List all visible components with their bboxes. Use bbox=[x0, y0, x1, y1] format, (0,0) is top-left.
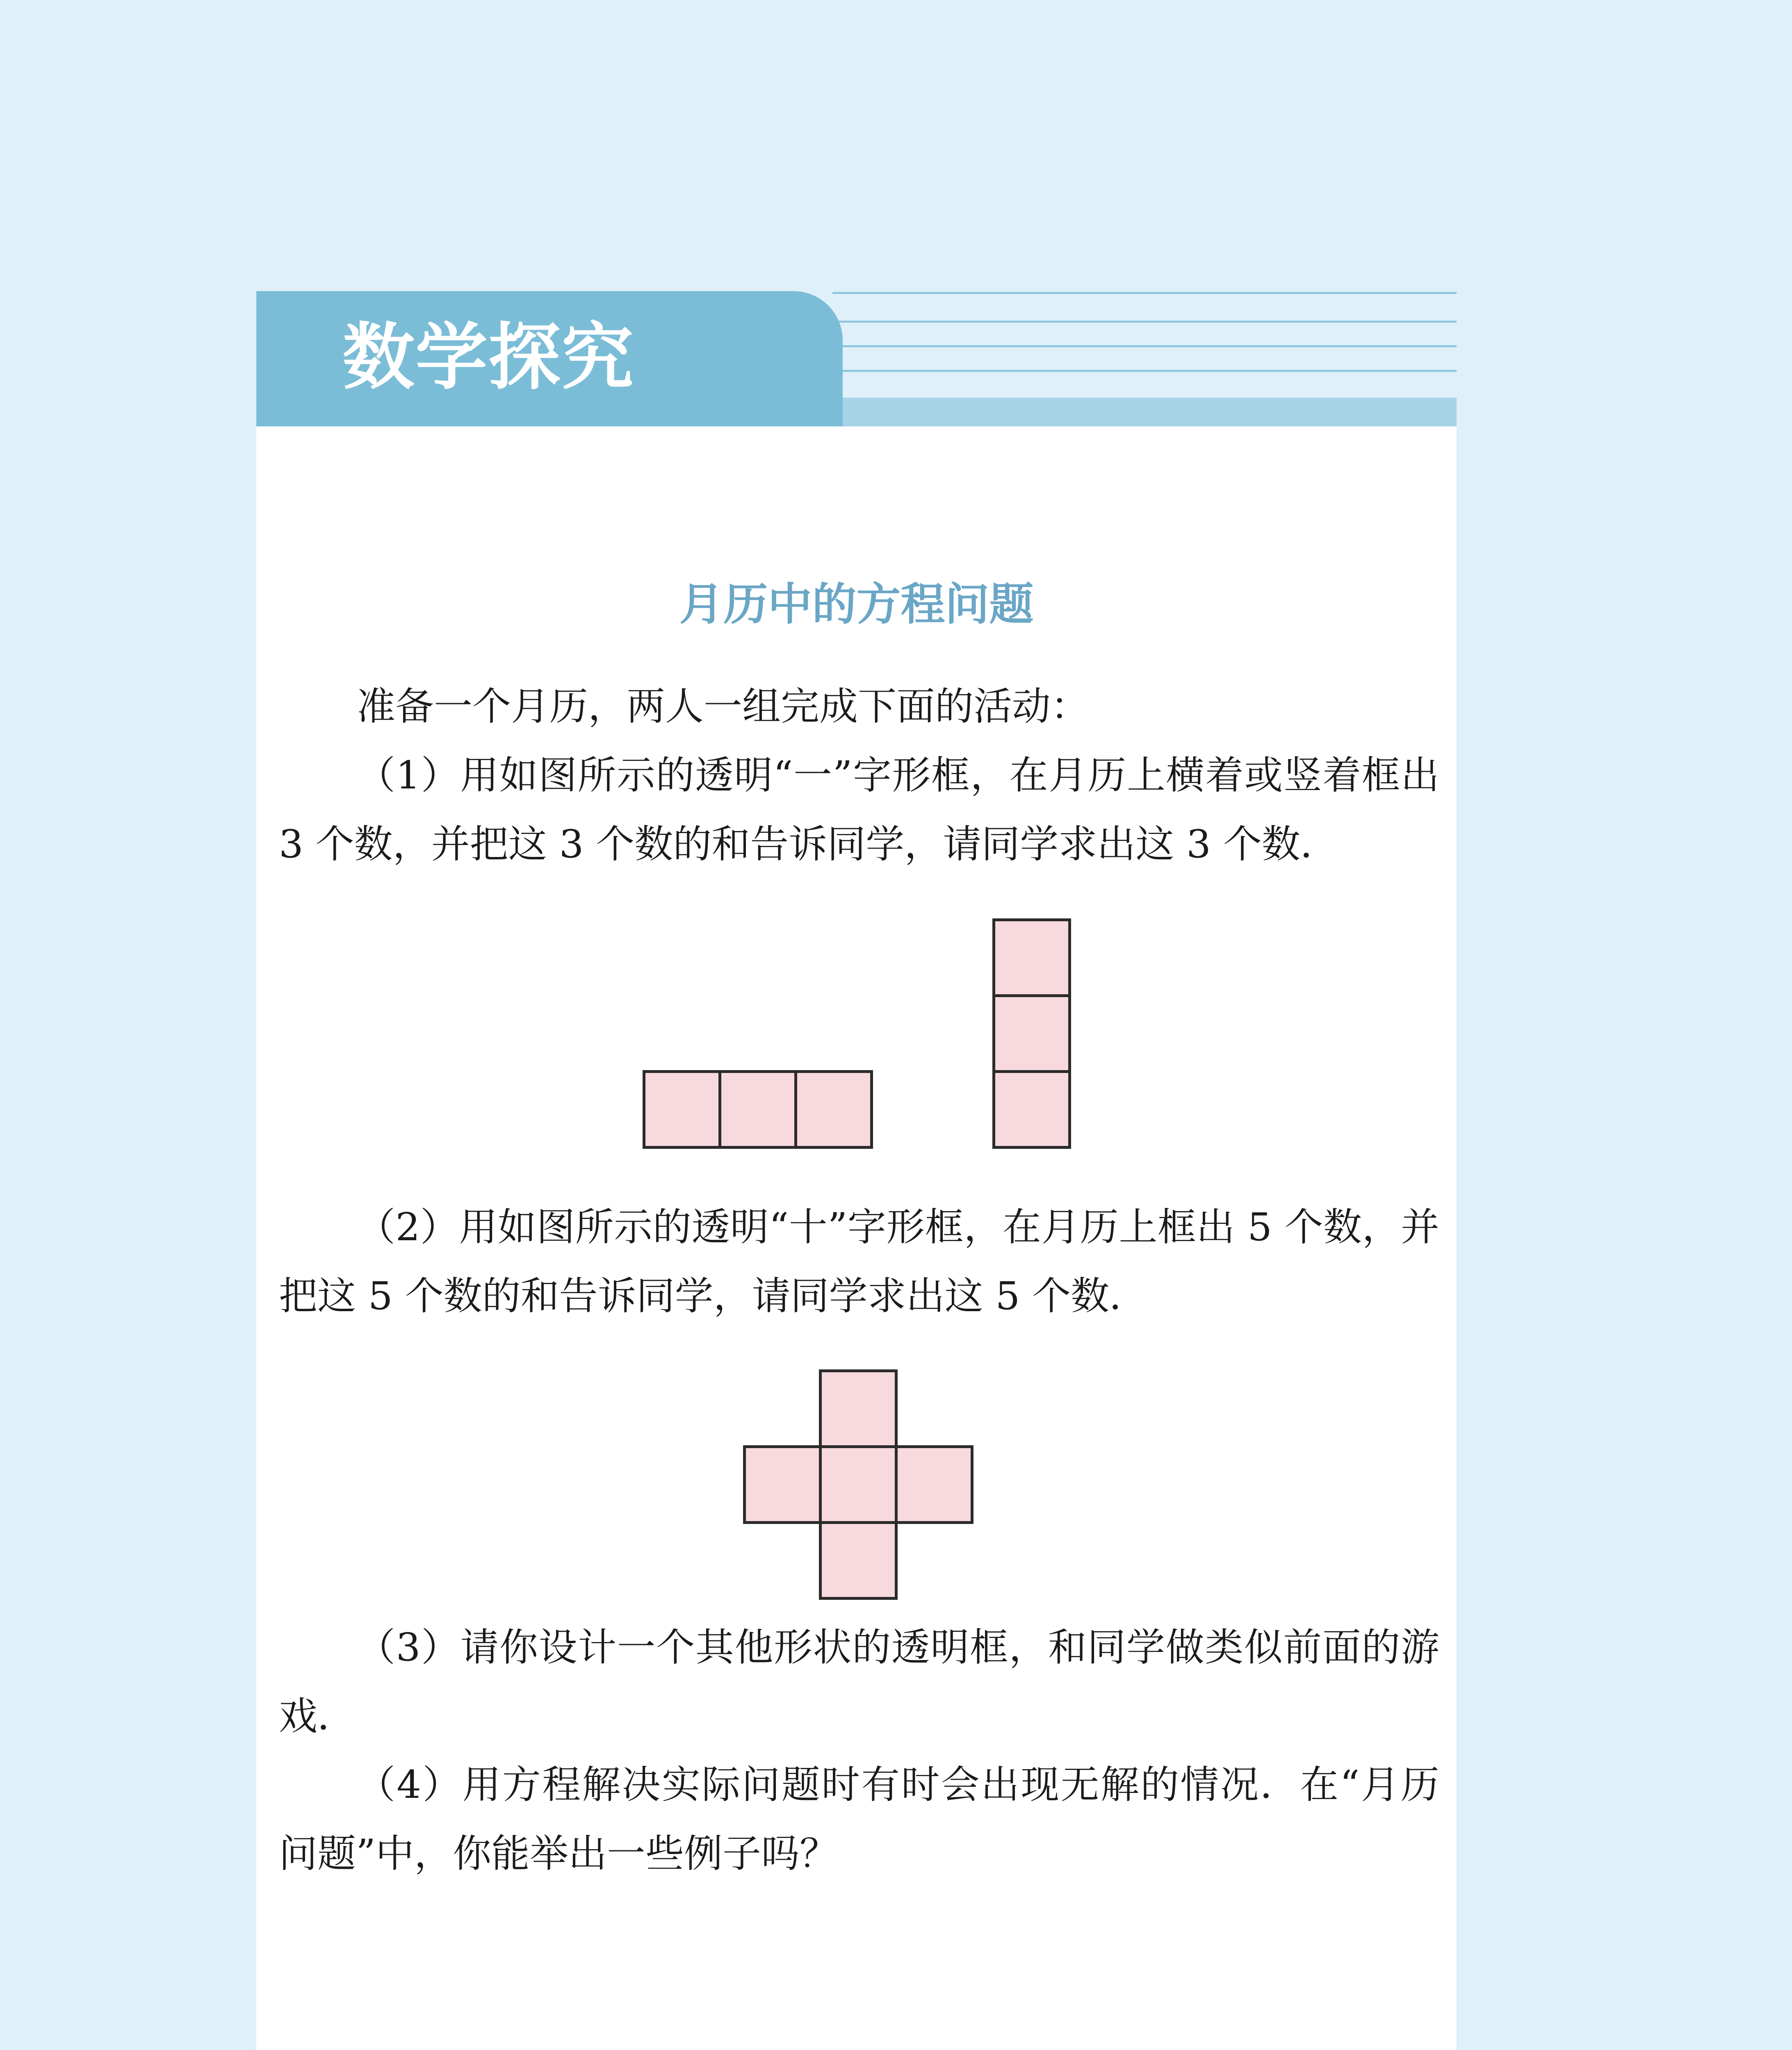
frame-cell bbox=[992, 918, 1071, 997]
frame-cell bbox=[895, 1445, 974, 1524]
item-2-paragraph: （2）用如图所示的透明“十”字形框，在月历上框出 5 个数，并把这 5 个数的和告诉同学，请同学求出这 5 个数． bbox=[279, 1205, 1439, 1319]
header-rule-3 bbox=[832, 345, 1457, 347]
item-4-paragraph: （4）用方程解决实际问题时有时会出现无解的情况．在“月历问题”中，你能举出一些例子吗？ bbox=[279, 1763, 1439, 1876]
header-rule-1 bbox=[832, 292, 1457, 294]
header-band bbox=[843, 398, 1457, 426]
frame-cell bbox=[992, 994, 1071, 1073]
frame-cell bbox=[819, 1445, 898, 1524]
frame-cell bbox=[643, 1070, 721, 1149]
frame-cell bbox=[794, 1070, 873, 1149]
frame-cell bbox=[819, 1521, 898, 1600]
page-title: 月历中的方程问题 bbox=[679, 579, 1034, 630]
item-3-paragraph: （3）请你设计一个其他形状的透明框，和同学做类似前面的游戏． bbox=[279, 1625, 1439, 1739]
frame-cell bbox=[743, 1445, 822, 1524]
header-rule-4 bbox=[832, 370, 1457, 372]
frame-cell bbox=[992, 1070, 1071, 1149]
item-1-paragraph: （1）用如图所示的透明“一”字形框，在月历上横着或竖着框出 3 个数，并把这 3 个数的和告诉同学，请同学求出这 3 个数． bbox=[279, 753, 1439, 867]
section-header-title: 数学探究 bbox=[342, 315, 635, 399]
header-rule-2 bbox=[832, 321, 1457, 323]
frame-cell bbox=[819, 1369, 898, 1448]
frame-cell bbox=[718, 1070, 797, 1149]
intro-paragraph: 准备一个月历，两人一组完成下面的活动： bbox=[357, 684, 1090, 729]
